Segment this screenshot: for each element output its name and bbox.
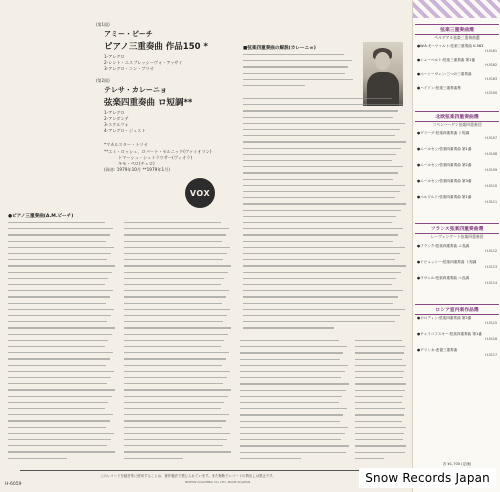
text-line bbox=[8, 278, 108, 279]
text-line bbox=[240, 421, 340, 422]
text-line bbox=[355, 377, 403, 378]
text-line bbox=[8, 408, 105, 409]
obi-north-title: 北欧弦楽四重奏曲選 bbox=[415, 111, 499, 122]
text-line bbox=[124, 383, 223, 384]
text-line bbox=[124, 365, 222, 366]
text-line bbox=[243, 85, 305, 86]
text-line bbox=[8, 352, 113, 353]
text-line bbox=[355, 383, 406, 384]
obi-north-item: ●ニールセン:弦楽四重奏曲 第3番 H-5110 bbox=[417, 179, 497, 188]
text-line bbox=[8, 241, 106, 242]
work2-mvt-3: 3-スケルツォ bbox=[104, 122, 129, 127]
work1-title: ピアノ三重奏曲 作品150 * bbox=[104, 42, 208, 52]
text-line bbox=[243, 154, 396, 155]
text-line bbox=[355, 433, 404, 434]
text-line bbox=[243, 253, 400, 254]
text-line bbox=[243, 296, 398, 297]
obi-france-item: ●ドビュッシー:弦楽四重奏曲 ト短調 H-5113 bbox=[417, 260, 497, 269]
text-line bbox=[243, 185, 405, 186]
text-line bbox=[243, 303, 393, 304]
text-line bbox=[124, 334, 228, 335]
text-line bbox=[243, 327, 334, 328]
text-line bbox=[8, 383, 107, 384]
performers-heading: *マカルスター・トリオ bbox=[104, 142, 148, 147]
obi-series-item: ●ベートーヴェン:三つの三重奏曲 H-5163 bbox=[417, 72, 497, 81]
text-line bbox=[243, 203, 406, 204]
text-line bbox=[124, 327, 231, 328]
text-line bbox=[124, 228, 229, 229]
text-line bbox=[240, 346, 347, 347]
performer-line-2: トマーシュ・シュトラウサー(ヴィオラ) bbox=[118, 155, 192, 160]
label-logo-text: VOX bbox=[189, 188, 211, 198]
text-line bbox=[124, 234, 226, 235]
text-line bbox=[8, 284, 105, 285]
obi-price: 各 ¥1,700 (定価) bbox=[442, 462, 472, 466]
text-line bbox=[124, 352, 229, 353]
text-line bbox=[355, 421, 402, 422]
text-line bbox=[8, 451, 115, 452]
text-line bbox=[8, 396, 112, 397]
text-line bbox=[124, 340, 224, 341]
text-line bbox=[124, 290, 229, 291]
text-line bbox=[240, 359, 340, 360]
text-line bbox=[124, 396, 228, 397]
text-line bbox=[243, 234, 398, 235]
text-line bbox=[240, 390, 346, 391]
text-line bbox=[124, 265, 231, 266]
text-line bbox=[243, 98, 392, 99]
work1-mvt-2: 2-レント・エスプレッシーヴォ・アッサイ bbox=[104, 60, 183, 65]
text-line bbox=[355, 340, 402, 341]
obi-sidebar bbox=[412, 0, 500, 492]
text-line bbox=[124, 408, 221, 409]
text-line bbox=[243, 179, 393, 180]
text-line bbox=[243, 315, 400, 316]
text-line bbox=[240, 452, 346, 453]
text-line bbox=[355, 390, 405, 391]
text-line bbox=[8, 358, 110, 359]
text-line bbox=[243, 241, 393, 242]
composer-portrait bbox=[363, 42, 403, 106]
text-line bbox=[124, 253, 227, 254]
text-line bbox=[355, 408, 405, 409]
text-line bbox=[8, 377, 111, 378]
text-line bbox=[243, 148, 401, 149]
text-line bbox=[355, 346, 405, 347]
obi-series-sub: ペルデアル弦楽三重奏曲選 bbox=[434, 35, 480, 40]
text-line bbox=[8, 228, 113, 229]
obi-france-item: ●ラヴェル:弦楽四重奏曲 ヘ長調 H-5114 bbox=[417, 276, 497, 285]
text-line bbox=[8, 327, 115, 328]
text-line bbox=[240, 340, 339, 341]
text-line bbox=[124, 414, 229, 415]
text-line bbox=[355, 371, 404, 372]
text-line bbox=[8, 445, 107, 446]
performer-line-1: **エミ・ロッシュ、ロバート・セルニック(ヴァイオリン) bbox=[104, 149, 212, 154]
text-line bbox=[124, 247, 230, 248]
text-line bbox=[8, 458, 67, 459]
text-line bbox=[243, 247, 405, 248]
text-line bbox=[8, 290, 113, 291]
text-line bbox=[124, 427, 222, 428]
label-logo bbox=[185, 178, 215, 208]
work2-title: 弦楽四重奏曲 ロ短調** bbox=[104, 98, 193, 108]
text-line bbox=[243, 141, 406, 142]
side1-label: (第1面) bbox=[96, 22, 110, 27]
text-line bbox=[8, 371, 114, 372]
text-line bbox=[8, 340, 108, 341]
text-line bbox=[243, 123, 405, 124]
text-line bbox=[8, 334, 112, 335]
text-line bbox=[8, 265, 115, 266]
text-line bbox=[124, 346, 221, 347]
text-line bbox=[243, 129, 400, 130]
text-line bbox=[243, 191, 400, 192]
text-line bbox=[355, 452, 405, 453]
text-line bbox=[240, 365, 348, 366]
work1-mvt-1: 1-アレグロ bbox=[104, 54, 125, 59]
text-line bbox=[243, 197, 395, 198]
text-line bbox=[243, 73, 345, 74]
obi-france-sub: レーヴェングート弦楽四重奏団 bbox=[430, 234, 484, 239]
obi-russia-item: ●ボロディン:弦楽四重奏曲 第2番 H-5115 bbox=[417, 316, 497, 325]
performer-line-3: キモ・ペロ(チェロ) bbox=[118, 161, 155, 166]
text-line bbox=[8, 303, 106, 304]
text-line bbox=[243, 160, 392, 161]
text-line bbox=[8, 253, 111, 254]
obi-north-sub: コペンハーゲン弦楽四重奏団 bbox=[432, 122, 482, 127]
obi-north-item: ●ニールセン:弦楽四重奏曲 第1番 H-5108 bbox=[417, 147, 497, 156]
text-line bbox=[8, 315, 111, 316]
obi-north-item: ●ニールセン:弦楽四重奏曲 第2番 H-5109 bbox=[417, 163, 497, 172]
text-line bbox=[240, 352, 343, 353]
text-line bbox=[124, 259, 223, 260]
text-line bbox=[243, 228, 403, 229]
work2-mvt-1: 1-アレグロ bbox=[104, 110, 125, 115]
text-line bbox=[243, 117, 393, 118]
right-column-heading: ■弦楽四重奏曲の解説(カレーニョ) bbox=[243, 46, 316, 51]
text-line bbox=[8, 309, 114, 310]
obi-series-item: ●W.A.モーツァルト:弦楽三重奏曲 K.563 H-5161 bbox=[417, 44, 497, 53]
text-line bbox=[8, 365, 106, 366]
obi-russia-title: ロシア室内楽作品選 bbox=[415, 304, 499, 315]
text-line bbox=[124, 445, 223, 446]
text-line bbox=[124, 458, 183, 459]
text-line bbox=[240, 439, 341, 440]
recording-note: (録音: 1979年10月 **1979年1月) bbox=[104, 167, 170, 172]
text-line bbox=[240, 427, 348, 428]
obi-france-title: フランス弦楽四重奏曲選 bbox=[415, 223, 499, 234]
obi-north-item: ●ベルワルド:弦楽四重奏曲 第1番 H-5111 bbox=[417, 195, 497, 204]
text-line bbox=[240, 445, 349, 446]
work1-mvt-3: 3-アレグロ・コン・ブリオ bbox=[104, 66, 154, 71]
text-line bbox=[355, 402, 402, 403]
text-line bbox=[240, 433, 345, 434]
text-line bbox=[8, 389, 115, 390]
text-line bbox=[8, 427, 106, 428]
composer2-name: テレサ・カレーニョ bbox=[104, 86, 167, 94]
side2-label: (第2面) bbox=[96, 78, 110, 83]
text-line bbox=[8, 234, 110, 235]
text-line bbox=[124, 358, 226, 359]
text-line bbox=[8, 272, 112, 273]
text-line bbox=[243, 79, 353, 80]
text-line bbox=[243, 60, 352, 61]
text-line bbox=[124, 451, 231, 452]
obi-series-title: 弦楽三重奏曲選 bbox=[415, 24, 499, 35]
text-line bbox=[8, 439, 111, 440]
text-line bbox=[243, 290, 403, 291]
text-line bbox=[243, 135, 395, 136]
text-line bbox=[243, 272, 401, 273]
obi-series-item: ●シューベルト:弦楽三重奏曲 第1番 H-5162 bbox=[417, 58, 497, 67]
text-line bbox=[355, 352, 404, 353]
obi-series-item: ●ハイドン:弦楽三重奏曲集 H-5100 bbox=[417, 86, 497, 95]
text-line bbox=[240, 396, 342, 397]
composer1-name: アミー・ビーチ bbox=[104, 30, 153, 38]
text-line bbox=[355, 359, 402, 360]
text-line bbox=[8, 222, 105, 223]
text-line bbox=[240, 402, 339, 403]
text-line bbox=[243, 66, 348, 67]
obi-russia-item: ●グリンカ:悲愴三重奏曲 H-5117 bbox=[417, 348, 497, 357]
text-line bbox=[243, 284, 392, 285]
text-line bbox=[124, 377, 227, 378]
text-line bbox=[355, 427, 406, 428]
text-line bbox=[243, 259, 395, 260]
text-line bbox=[124, 296, 226, 297]
text-line bbox=[243, 222, 392, 223]
text-line bbox=[124, 272, 228, 273]
obi-russia-item: ●チャイコフスキー:弦楽四重奏曲 第1番 H-5116 bbox=[417, 332, 497, 341]
text-line bbox=[355, 439, 403, 440]
text-line bbox=[355, 458, 384, 459]
text-line bbox=[8, 321, 107, 322]
text-line bbox=[355, 365, 406, 366]
left-column-heading: ●ピアノ三重奏曲(A.M.ビーチ) bbox=[8, 214, 74, 219]
text-line bbox=[8, 259, 107, 260]
footer-rule bbox=[20, 470, 410, 471]
text-line bbox=[243, 216, 396, 217]
text-line bbox=[243, 110, 398, 111]
text-line bbox=[124, 321, 223, 322]
obi-france-item: ●フランク:弦楽四重奏曲 ニ長調 H-5112 bbox=[417, 244, 497, 253]
text-line bbox=[124, 222, 221, 223]
text-line bbox=[124, 241, 222, 242]
copyright-note: このレコードを録音等に使用することは、著作権法で禁じられています。また無断でレコードの貸出しは禁止です。 bbox=[100, 474, 276, 478]
text-line bbox=[124, 402, 224, 403]
text-line bbox=[243, 321, 395, 322]
text-line bbox=[124, 278, 224, 279]
text-line bbox=[240, 371, 345, 372]
text-line bbox=[124, 389, 231, 390]
text-line bbox=[124, 315, 227, 316]
text-line bbox=[243, 265, 406, 266]
printed-info: NIPPON COLUMBIA CO. LTD. MADE IN JAPAN bbox=[185, 480, 251, 484]
watermark: Snow Records Japan bbox=[359, 468, 496, 488]
text-line bbox=[124, 420, 226, 421]
text-line bbox=[243, 210, 401, 211]
text-line bbox=[243, 104, 403, 105]
text-line bbox=[355, 396, 403, 397]
obi-north-item: ●グリーグ:弦楽四重奏曲 ト短調 H-5107 bbox=[417, 131, 497, 140]
text-line bbox=[240, 383, 349, 384]
text-line bbox=[8, 296, 110, 297]
text-line bbox=[8, 414, 113, 415]
text-line bbox=[240, 458, 301, 459]
obi-pattern bbox=[413, 0, 500, 18]
text-line bbox=[124, 371, 230, 372]
text-line bbox=[8, 346, 105, 347]
text-line bbox=[355, 445, 406, 446]
text-line bbox=[243, 54, 344, 55]
text-line bbox=[243, 309, 405, 310]
text-line bbox=[240, 377, 341, 378]
text-line bbox=[8, 433, 114, 434]
text-line bbox=[124, 284, 221, 285]
text-line bbox=[243, 166, 403, 167]
text-line bbox=[243, 172, 398, 173]
text-line bbox=[240, 414, 343, 415]
catalog-number: H-6059 bbox=[5, 482, 22, 487]
text-line bbox=[240, 408, 347, 409]
text-line bbox=[8, 420, 110, 421]
text-line bbox=[8, 402, 108, 403]
work2-mvt-4: 4-アレグロ・ジュスト bbox=[104, 128, 146, 133]
text-line bbox=[243, 278, 396, 279]
text-line bbox=[124, 309, 230, 310]
text-line bbox=[124, 433, 230, 434]
text-line bbox=[124, 439, 227, 440]
text-line bbox=[355, 414, 404, 415]
work2-mvt-2: 2-アンダンテ bbox=[104, 116, 129, 121]
text-line bbox=[8, 247, 114, 248]
text-line bbox=[124, 303, 222, 304]
